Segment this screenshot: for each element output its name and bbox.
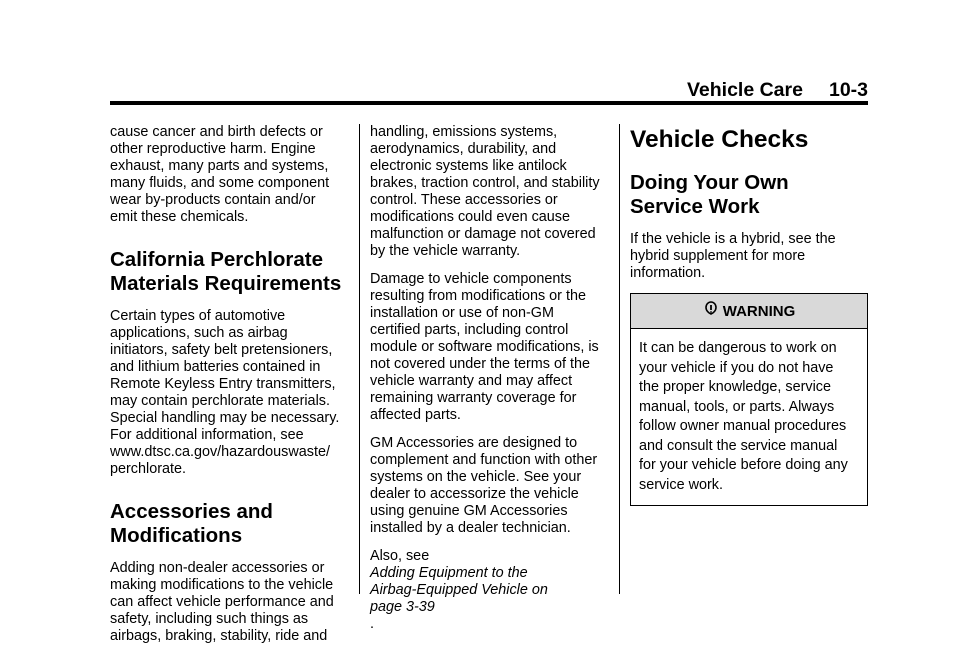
paragraph [110,124,350,226]
section-title: Vehicle Care [686,79,803,101]
text-line: may contain perchlorate materials. [110,393,330,409]
heading-california-perchlorate [110,248,350,296]
also-see-text: Also, see [370,548,430,564]
text-line: service work. [639,476,723,493]
text-line: It can be dangerous to work on [639,340,837,356]
cross-reference-link[interactable]: Airbag-Equipped Vehicle on [370,582,548,598]
text-line: for your vehicle before doing any [639,457,848,473]
text-line: www.dtsc.ca.gov/hazardouswaste/ [110,444,330,460]
page-header [0,78,868,102]
paragraph [110,308,350,478]
warning-exclamation-icon [703,301,719,321]
text-line: by the vehicle warranty. [370,243,521,259]
heading-accessories [110,500,350,548]
column-3 [630,124,870,506]
text-line: airbags, braking, stability, ride and [110,628,328,644]
text-line: complement and function with other [370,452,598,468]
text-line [370,548,610,582]
text-line: cause cancer and birth defects or [110,124,323,140]
warning-box [630,293,868,506]
text-line: If the vehicle is a hybrid, see the [630,231,836,247]
text-line: can affect vehicle performance and [110,594,334,610]
paragraph [370,435,610,537]
text-line: aerodynamics, durability, and [370,141,557,157]
heading-doing-your-own-service-work [630,171,870,219]
text-line: emit these chemicals. [110,209,249,225]
heading-vehicle-checks: Vehicle Checks [630,126,809,153]
text-line: the proper knowledge, service [639,379,831,395]
text-line [370,582,610,599]
text-line [370,599,610,633]
text-line: Special handling may be necessary. [110,410,340,426]
cross-reference-link[interactable]: page 3-39 [370,599,435,615]
text-line: not covered under the terms of the [370,356,590,372]
heading-line: Doing Your Own [630,171,789,194]
paragraph [110,560,350,645]
text-line: manual, tools, or parts. Always [639,398,835,415]
text-line: GM Accessories are designed to [370,435,578,451]
text-line: brakes, traction control, and stability [370,175,600,191]
column-divider [619,124,620,594]
text-line: malfunction or damage not covered [370,226,596,242]
text-line: other reproductive harm. Engine [110,141,316,157]
text-line: handling, emissions systems, [370,124,558,140]
warning-title: WARNING [722,302,796,320]
paragraph [370,124,610,260]
heading-line: Materials Requirements [110,272,342,295]
text-line: For additional information, see [110,427,304,443]
text-line: vehicle warranty and may affect [370,373,573,389]
text-line: applications, such as airbag [110,325,288,341]
heading-line: Service Work [630,195,760,218]
column-2 [370,124,610,644]
text-line: Remote Keyless Entry transmitters, [110,376,336,392]
text-line: initiators, safety belt pretensioners, [110,342,333,358]
text-line: making modifications to the vehicle [110,577,334,593]
paragraph [370,271,610,424]
text-line: electronic systems like antilock [370,158,567,174]
paragraph [630,231,870,282]
text-line: your vehicle if you do not have [639,359,834,376]
text-line: perchlorate. [110,461,186,477]
text-line: wear by-products contain and/or [110,192,316,208]
period: . [370,616,374,632]
warning-body [631,329,867,505]
text-line: information. [630,265,706,281]
text-line: Adding non-dealer accessories or [110,560,325,576]
heading-line: Accessories and [110,500,273,523]
text-line: exhaust, many parts and systems, [110,158,329,174]
text-line: Damage to vehicle components [370,271,572,287]
cross-reference-link[interactable]: Adding Equipment to the [370,565,528,581]
heading-line: Modifications [110,524,243,547]
text-line: dealer to accessorize the vehicle [370,486,579,502]
cross-reference-paragraph [370,548,610,633]
text-line: installed by a dealer technician. [370,520,571,536]
text-line: systems on the vehicle. See your [370,469,582,485]
text-line: using genuine GM Accessories [370,503,568,519]
text-line: control. These accessories or [370,192,558,208]
text-line: hybrid supplement for more [630,248,806,264]
header-rule [110,101,868,105]
text-line: many fluids, and some component [110,175,330,191]
text-line: remaining warranty coverage for [370,390,577,406]
warning-header [631,294,867,329]
text-line: follow owner manual procedures [639,418,847,434]
text-line: certified parts, including control [370,322,569,338]
text-line: Certain types of automotive [110,308,286,324]
text-line: safety, including such things as [110,611,309,627]
text-line: and lithium batteries contained in [110,359,321,375]
page-number: 10-3 [828,79,868,101]
column-1 [110,124,350,656]
text-line: and consult the service manual [639,437,838,454]
text-line: module or software modifications, is [370,339,599,355]
text-line: resulting from modifications or the [370,288,586,304]
text-line: modifications could even cause [370,209,570,225]
text-line: installation or use of non-GM [370,305,554,321]
heading-line: California Perchlorate [110,248,324,271]
column-divider [359,124,360,594]
text-line: affected parts. [370,407,461,423]
